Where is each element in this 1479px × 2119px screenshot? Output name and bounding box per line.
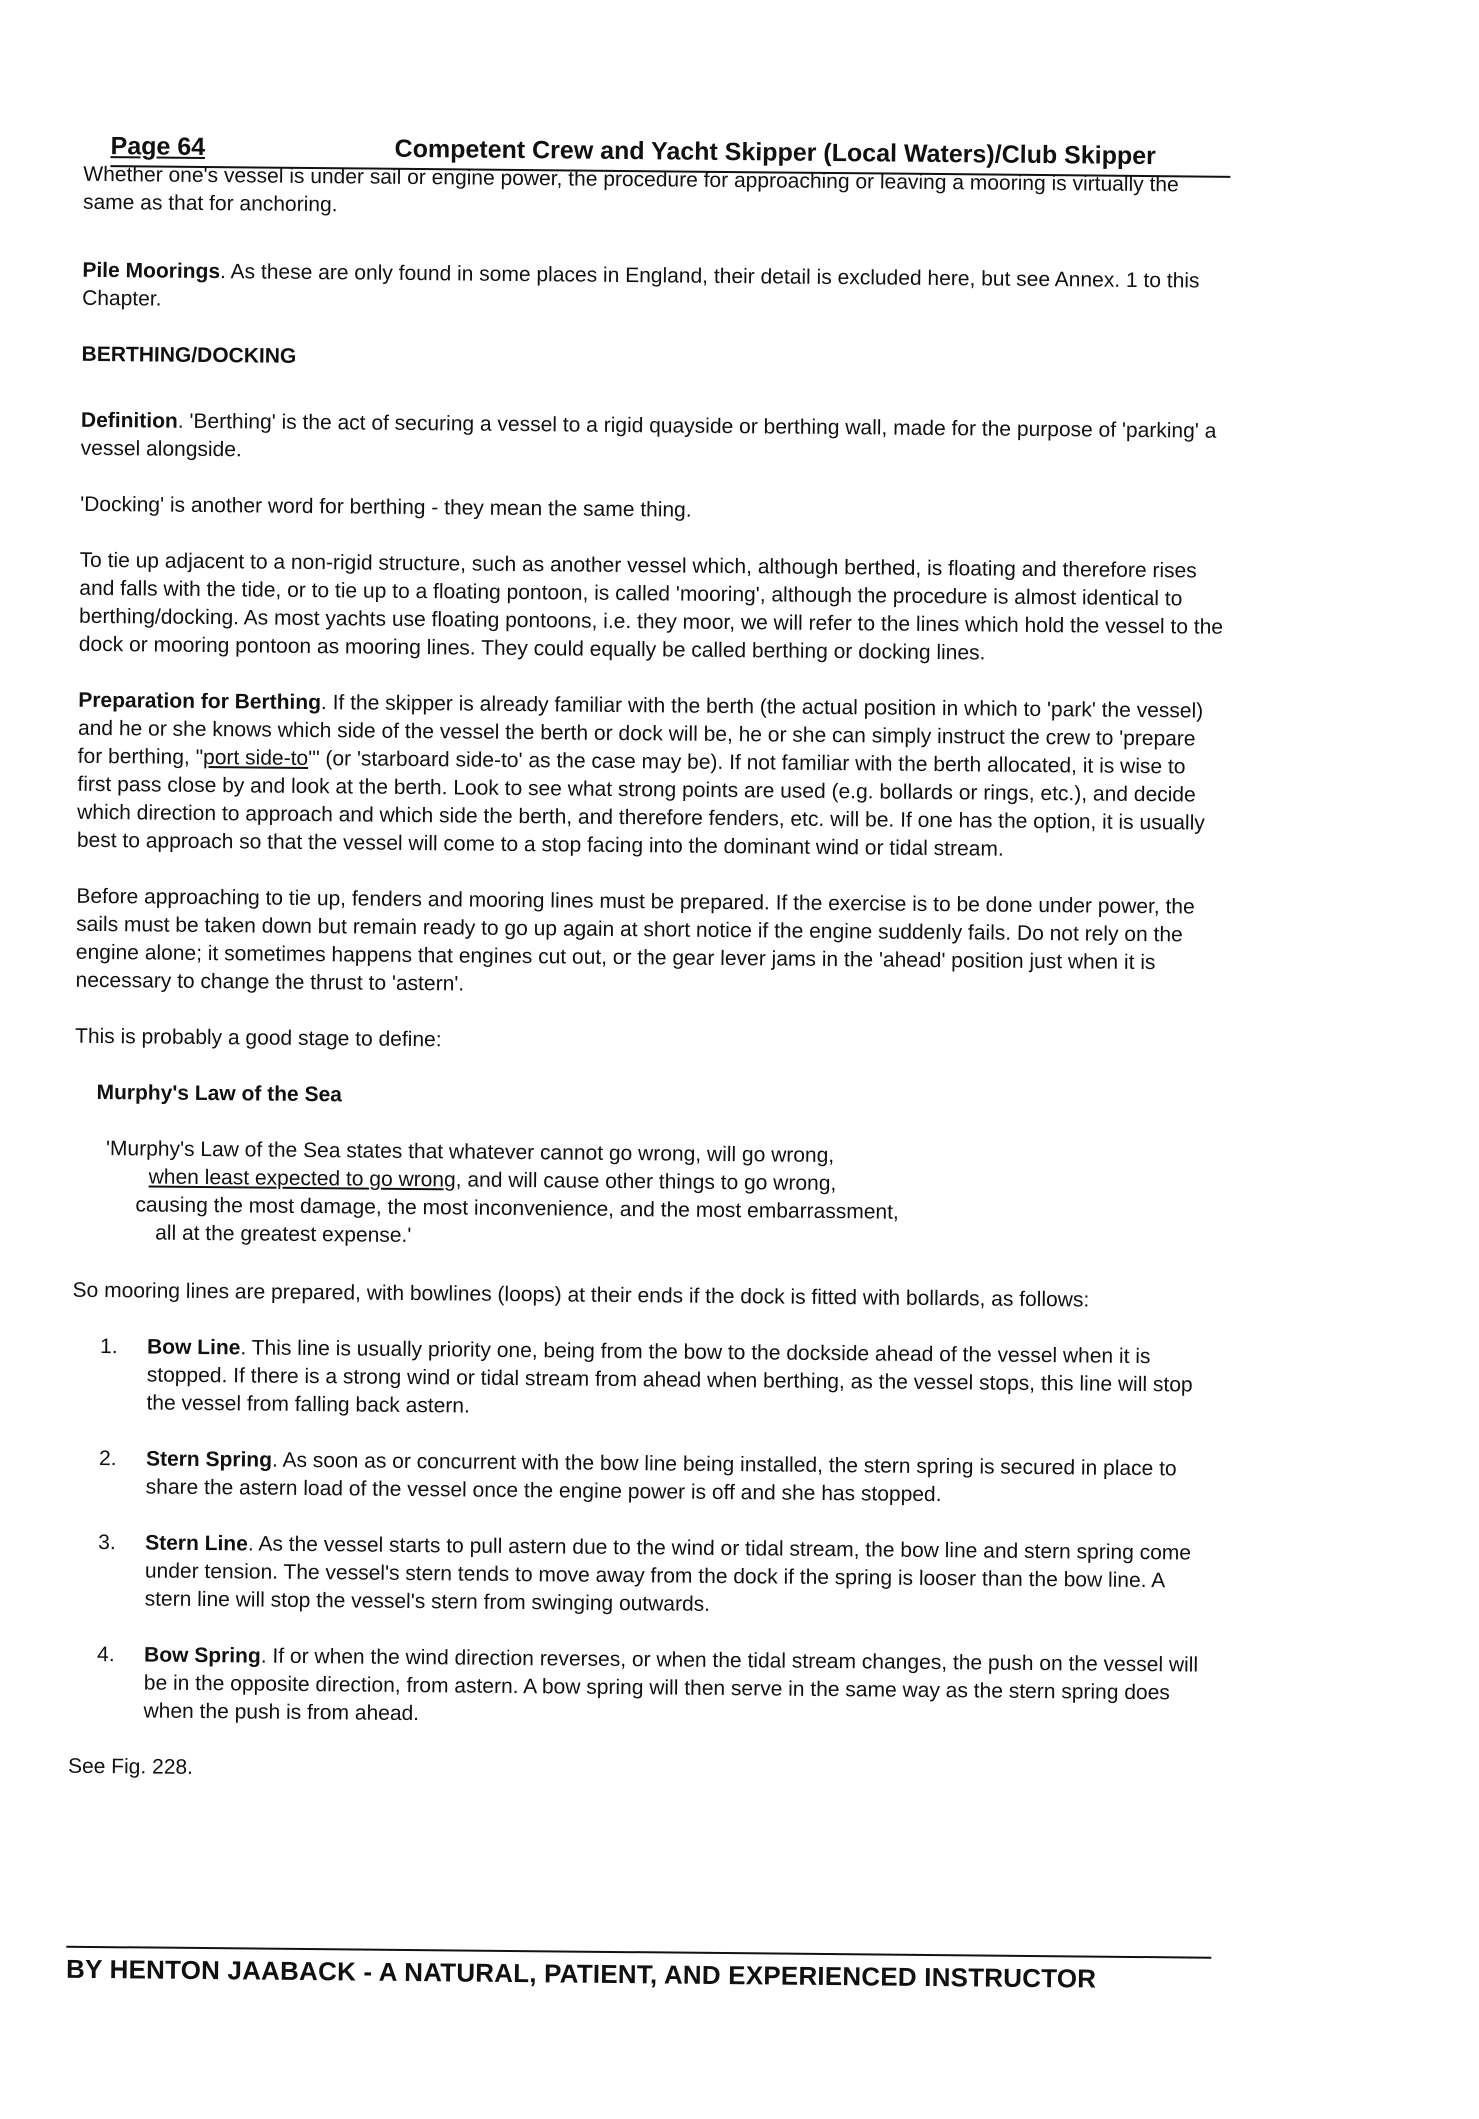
list-item-text: . This line is usually priority one, being from the bow to the dockside ahead of the vessel when it is stopped. If there is a strong wind or tidal stream from ahead when berthing, as the vessel stops, this line will stop the vessel from falling back astern. <box>146 1336 1193 1418</box>
list-item-term: Bow Spring <box>144 1643 261 1668</box>
running-title: Competent Crew and Yacht Skipper (Local Waters)/Club Skipper <box>394 134 1156 171</box>
murphy-line-1: 'Murphy's Law of the Sea states that whatever cannot go wrong, will go wrong, <box>105 1137 835 1168</box>
list-item-number: 3. <box>98 1531 116 1555</box>
mooring-lines-list <box>68 1333 1217 1736</box>
page-number: Page 64 <box>110 132 206 161</box>
page-footer: BY HENTON JAABACK - A NATURAL, PATIENT, AND EXPERIENCED INSTRUCTOR <box>66 1946 1211 1996</box>
list-item <box>68 1641 1214 1736</box>
definition-text: . 'Berthing' is the act of securing a vessel to a rigid quayside or berthing wall, made for the purpose of 'parking' a vessel alongside. <box>80 409 1217 462</box>
definition-paragraph <box>81 407 1226 474</box>
list-item <box>71 1333 1217 1428</box>
preparation-text-after: '" (or 'starboard side-to' as the case may be). If not familiar with the berth allocated, it is wise to first pass close by and look at the berth. Look to see what strong points are used (e.g. bollards or rings, etc.), and decide which direction to approach and which side the berth, and therefore fenders, etc. will be. If one has the option, it is usually best to approach so that the vessel will come to a stop facing into the dominant wind or tidal stream. <box>76 746 1205 861</box>
preparation-term: Preparation for Berthing <box>78 688 322 715</box>
pile-moorings-text: . As these are only found in some places in England, their detail is excluded here, but see Annex. 1 to this Chapter. <box>82 260 1200 311</box>
list-item <box>71 1445 1216 1512</box>
list-item-term: Stern Spring <box>145 1447 273 1472</box>
list-item-term: Stern Line <box>145 1531 248 1556</box>
preparation-paragraph <box>77 687 1224 866</box>
preparation-text-before: . If the skipper is already familiar with the berth (the actual position in which to 'park' the vessel) and he or she knows which side of the vessel the berth or dock will be, he or she can simply instruct the crew to 'prepare for berthing, " <box>77 691 1204 769</box>
define-line: This is probably a good stage to define: <box>74 1024 442 1052</box>
definition-term: Definition <box>80 408 178 433</box>
preparation-underlined: port side-to <box>202 745 309 770</box>
docking-note: 'Docking' is another word for berthing - they mean the same thing. <box>80 492 692 522</box>
page-body <box>68 161 1229 1820</box>
list-item-text: . If or when the wind direction reverses, or when the tidal stream changes, the push on the vessel will be in the opposite direction, from astern. A bow spring will then serve in the same way as the stern spring does when the push is from ahead. <box>143 1644 1199 1726</box>
section-heading: BERTHING/DOCKING <box>81 342 297 368</box>
list-item-text: . As soon as or concurrent with the bow line being installed, the stern spring is secured in place to share the astern load of the vessel once the engine power is off and she has stopped. <box>145 1448 1177 1507</box>
list-item-number: 1. <box>99 1335 118 1359</box>
list-item-text: . As the vessel starts to pull astern due to the wind or tidal stream, the bow line and stern spring come under tension. The vessel's stern tends to move away from the dock if the spring is looser than the bow line. A stern line will stop the vessel's stern from swinging outwards. <box>144 1532 1192 1616</box>
murphy-line-2-underlined: when least expected to go wrong <box>148 1165 456 1192</box>
before-paragraph: Before approaching to tie up, fenders and mooring lines must be prepared. If the exercise is to be done under power, the sails must be taken down but remain ready to go up again at short notice if the engine suddenly fails. Do not rely on the engine alone; it sometimes happens that engines cut out, or the gear lever jams in the 'ahead' position just when it is necessary to change the thrust to 'astern'. <box>75 884 1195 996</box>
murphy-heading: Murphy's Law of the Sea <box>96 1080 342 1107</box>
list-item-term: Bow Line <box>146 1335 241 1360</box>
murphy-quote <box>73 1135 1219 1258</box>
see-figure: See Fig. 228. <box>67 1754 194 1779</box>
list-item-number: 4. <box>97 1643 115 1667</box>
murphy-line-4: all at the greatest expense.' <box>155 1221 412 1248</box>
lines-intro: So mooring lines are prepared, with bowlines (loops) at their ends if the dock is fitted with bollards, as follows: <box>72 1278 1090 1312</box>
murphy-line-2-rest: , and will cause other things to go wrong, <box>455 1168 837 1196</box>
murphy-line-3: causing the most damage, the most inconvenience, and the most embarrassment, <box>135 1193 899 1224</box>
list-item <box>70 1529 1216 1624</box>
mooring-paragraph: To tie up adjacent to a non-rigid structure, such as another vessel which, although berthed, is floating and therefore rises and falls with the tide, or to tie up to a floating pontoon, is called 'mooring', although the procedure is almost identical to berthing/docking. As most yachts use floating pontoons, i.e. they moor, we will refer to the lines which hold the vessel to the dock or mooring pontoon as mooring lines. They could equally be called berthing or docking lines. <box>78 548 1224 665</box>
pile-moorings-paragraph <box>82 257 1227 324</box>
intro-paragraph: Whether one's vessel is under sail or engine power, the procedure for approaching or leaving a mooring is virtually the same as that for anchoring. <box>82 162 1179 217</box>
pile-moorings-term: Pile Moorings <box>82 258 221 284</box>
list-item-number: 2. <box>98 1447 117 1471</box>
